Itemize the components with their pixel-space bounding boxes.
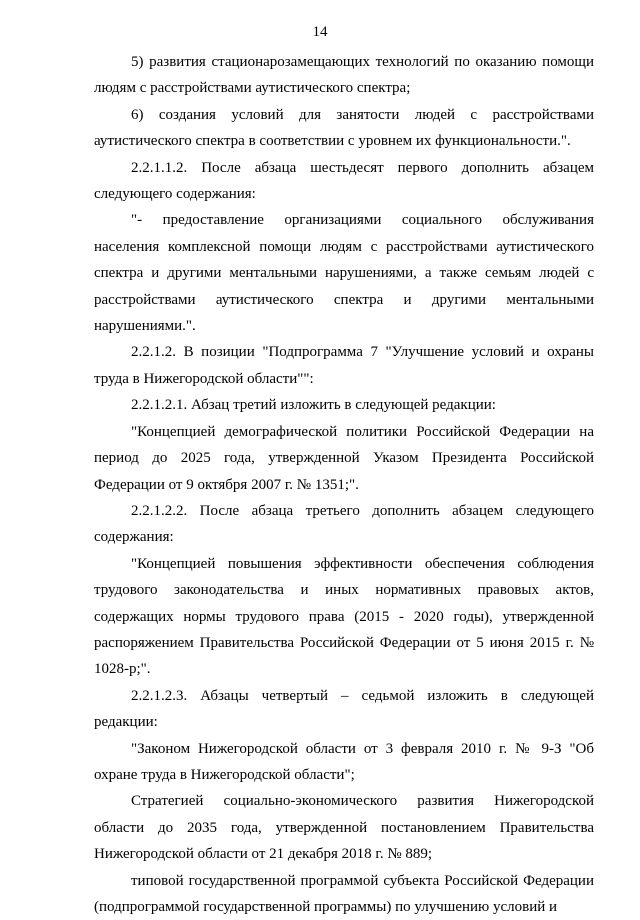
paragraph: 2.2.1.2. В позиции "Подпрограмма 7 "Улучшение условий и охраны труда в Нижегородской области"":	[94, 344, 594, 387]
paragraph: "- предоставление организациями социального обслуживания населения комплексной помощи людям с расстройствами аутистического спектра и другими ментальными нарушениями, а также семьям людей с расстройствами аутистического спектра и другими ментальными нарушениями.".	[94, 212, 594, 335]
paragraph: "Концепцией повышения эффективности обеспечения соблюдения трудового законодательства и иных нормативных правовых актов, содержащих нормы трудового права (2015 - 2020 годы), утвержденной распоряжением Правительства Российской Федерации от 5 июня 2015 г. № 1028-р;".	[94, 555, 594, 678]
paragraph: "Законом Нижегородской области от 3 февраля 2010 г. № 9-З "Об охране труда в Нижегородской области";	[94, 740, 594, 783]
paragraph: типовой государственной программой субъекта Российской Федерации (подпрограммой государственной программы) по улучшению условий и	[94, 872, 594, 915]
page-number: 14	[312, 24, 328, 40]
paragraph: 5) развития стационарозамещающих технологий по оказанию помощи людям с расстройствами аутистического спектра;	[94, 54, 594, 97]
paragraph: Стратегией социально-экономического развития Нижегородской области до 2035 года, утвержденной постановлением Правительства Нижегородской области от 21 декабря 2018 г. № 889;	[94, 793, 594, 863]
paragraph: 2.2.1.2.3. Абзацы четвертый – седьмой изложить в следующей редакции:	[94, 687, 594, 731]
paragraph: 2.2.1.2.1. Абзац третий изложить в следующей редакции:	[131, 397, 496, 414]
paragraph: 6) создания условий для занятости людей с расстройствами аутистического спектра в соответствии с уровнем их функциональности.".	[94, 106, 594, 150]
paragraph: "Концепцией демографической политики Российской Федерации на период до 2025 года, утвержденной Указом Президента Российской Федерации от 9 октября 2007 г. № 1351;".	[94, 423, 594, 493]
paragraph: 2.2.1.2.2. После абзаца третьего дополнить абзацем следующего содержания:	[94, 502, 594, 546]
paragraph: 2.2.1.1.2. После абзаца шестьдесят первого дополнить абзацем следующего содержания:	[94, 159, 594, 203]
document-body	[94, 49, 594, 920]
